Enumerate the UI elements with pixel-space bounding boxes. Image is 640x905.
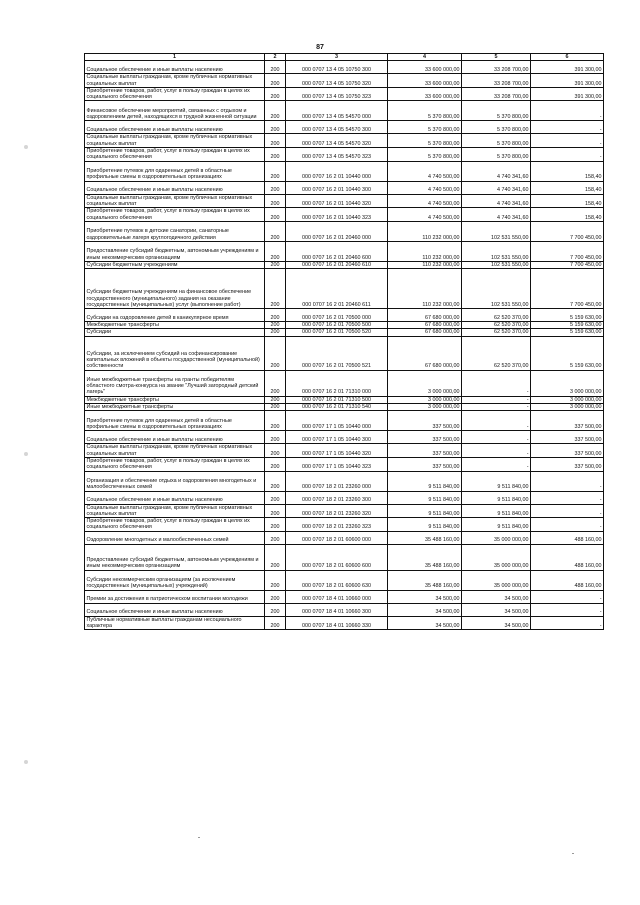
- approved-amount: 3 000 000,00: [388, 370, 462, 396]
- budget-classification-code: 000 0707 16 2 01 71310 540: [286, 404, 388, 411]
- budget-classification-code: 000 0707 18 2 01 60600 630: [286, 570, 388, 590]
- row-code: 200: [265, 148, 286, 162]
- unexecuted-amount: 7 700 450,00: [531, 221, 604, 241]
- executed-amount: 33 208 700,00: [462, 87, 531, 101]
- unexecuted-amount: 337 500,00: [531, 444, 604, 458]
- table-row: [85, 101, 604, 121]
- unexecuted-amount: 7 700 450,00: [531, 261, 604, 268]
- approved-amount: 67 680 000,00: [388, 309, 462, 322]
- executed-amount: -: [462, 444, 531, 458]
- unexecuted-amount: 158,40: [531, 181, 604, 194]
- approved-amount: 337 500,00: [388, 457, 462, 471]
- approved-amount: 5 370 800,00: [388, 134, 462, 148]
- table-row: [85, 471, 604, 491]
- budget-classification-code: 000 0707 16 2 01 71310 000: [286, 370, 388, 396]
- executed-amount: -: [462, 411, 531, 431]
- page-number: 87: [316, 44, 324, 51]
- unexecuted-amount: -: [531, 590, 604, 603]
- unexecuted-amount: -: [531, 616, 604, 630]
- unexecuted-amount: 7 700 450,00: [531, 269, 604, 309]
- budget-classification-code: 000 0707 16 2 01 10440 320: [286, 194, 388, 208]
- approved-amount: 33 600 000,00: [388, 87, 462, 101]
- approved-amount: 337 500,00: [388, 444, 462, 458]
- row-code: 200: [265, 570, 286, 590]
- row-code: 200: [265, 431, 286, 444]
- table-row: [85, 431, 604, 444]
- unexecuted-amount: 158,40: [531, 208, 604, 222]
- table-row: [85, 181, 604, 194]
- table-row: [85, 148, 604, 162]
- row-code: 200: [265, 134, 286, 148]
- row-code: 200: [265, 471, 286, 491]
- unexecuted-amount: -: [531, 471, 604, 491]
- budget-classification-code: 000 0707 16 2 01 20460 600: [286, 241, 388, 261]
- row-code: 200: [265, 181, 286, 194]
- table-row: [85, 208, 604, 222]
- row-name: Межбюджетные трансферты: [85, 396, 265, 403]
- budget-classification-code: 000 0707 17 1 05 10440 320: [286, 444, 388, 458]
- unexecuted-amount: 3 000 000,00: [531, 370, 604, 396]
- executed-amount: 35 000 000,00: [462, 570, 531, 590]
- table-row: [85, 518, 604, 532]
- executed-amount: 9 511 840,00: [462, 491, 531, 504]
- column-header-4: 4: [388, 54, 462, 61]
- executed-amount: 9 511 840,00: [462, 471, 531, 491]
- budget-classification-code: 000 0707 13 4 05 10750 300: [286, 61, 388, 74]
- budget-classification-code: 000 0707 18 4 01 10660 300: [286, 603, 388, 616]
- approved-amount: 3 000 000,00: [388, 396, 462, 403]
- unexecuted-amount: 158,40: [531, 194, 604, 208]
- budget-classification-code: 000 0707 13 4 05 10750 320: [286, 74, 388, 88]
- row-code: 200: [265, 370, 286, 396]
- budget-classification-code: 000 0707 13 4 05 54570 300: [286, 121, 388, 134]
- executed-amount: 4 740 341,60: [462, 194, 531, 208]
- unexecuted-amount: -: [531, 491, 604, 504]
- budget-classification-code: 000 0707 16 2 01 70500 000: [286, 309, 388, 322]
- budget-classification-code: 000 0707 18 4 01 10660 330: [286, 616, 388, 630]
- table-row: [85, 241, 604, 261]
- table-row: [85, 121, 604, 134]
- approved-amount: 110 232 000,00: [388, 221, 462, 241]
- approved-amount: 9 511 840,00: [388, 518, 462, 532]
- approved-amount: 33 600 000,00: [388, 61, 462, 74]
- table-row: [85, 329, 604, 336]
- table-row: [85, 309, 604, 322]
- row-name: Социальное обеспечение и иные выплаты населению: [85, 121, 265, 134]
- approved-amount: 4 740 500,00: [388, 161, 462, 181]
- row-code: 200: [265, 221, 286, 241]
- approved-amount: 5 370 800,00: [388, 121, 462, 134]
- unexecuted-amount: 488 160,00: [531, 570, 604, 590]
- row-name: Приобретение путевок для одаренных детей в областные профильные смены в оздоровительных организациях: [85, 161, 265, 181]
- budget-classification-code: 000 0707 16 2 01 10440 323: [286, 208, 388, 222]
- row-name: Социальное обеспечение и иные выплаты населению: [85, 181, 265, 194]
- unexecuted-amount: 5 159 630,00: [531, 322, 604, 329]
- unexecuted-amount: 158,40: [531, 161, 604, 181]
- row-name: Социальные выплаты гражданам, кроме публичных нормативных социальных выплат: [85, 134, 265, 148]
- row-name: Оздоровление многодетных и малообеспеченных семей: [85, 531, 265, 544]
- scan-speck: [572, 853, 574, 854]
- header-row: [85, 54, 604, 61]
- unexecuted-amount: 391 300,00: [531, 87, 604, 101]
- approved-amount: 33 600 000,00: [388, 74, 462, 88]
- budget-classification-code: 000 0707 13 4 05 10750 323: [286, 87, 388, 101]
- approved-amount: 35 488 160,00: [388, 531, 462, 544]
- executed-amount: 34 500,00: [462, 590, 531, 603]
- row-name: Социальное обеспечение и иные выплаты населению: [85, 431, 265, 444]
- punch-hole-middle: [24, 452, 28, 456]
- row-code: 200: [265, 603, 286, 616]
- row-name: Субсидии на оздоровление детей в каникулярное время: [85, 309, 265, 322]
- budget-classification-code: 000 0707 17 1 05 10440 000: [286, 411, 388, 431]
- budget-classification-code: 000 0707 16 2 01 20460 610: [286, 261, 388, 268]
- column-header-1: 1: [85, 54, 265, 61]
- row-name: Субсидии: [85, 329, 265, 336]
- row-name: Социальное обеспечение и иные выплаты населению: [85, 61, 265, 74]
- table-row: [85, 269, 604, 309]
- row-name: Предоставление субсидий бюджетным, автономным учреждениям и иным некоммерческим организациям: [85, 544, 265, 570]
- table-row: [85, 491, 604, 504]
- approved-amount: 5 370 800,00: [388, 101, 462, 121]
- row-name: Приобретение товаров, работ, услуг в пользу граждан в целях их социального обеспечения: [85, 208, 265, 222]
- approved-amount: 4 740 500,00: [388, 208, 462, 222]
- row-code: 200: [265, 457, 286, 471]
- table-row: [85, 87, 604, 101]
- budget-classification-code: 000 0707 18 2 01 23260 300: [286, 491, 388, 504]
- row-code: 200: [265, 322, 286, 329]
- executed-amount: 5 370 800,00: [462, 134, 531, 148]
- budget-classification-code: 000 0707 13 4 05 54570 000: [286, 101, 388, 121]
- executed-amount: 4 740 341,60: [462, 181, 531, 194]
- row-code: 200: [265, 161, 286, 181]
- row-code: 200: [265, 616, 286, 630]
- row-code: 200: [265, 531, 286, 544]
- row-code: 200: [265, 396, 286, 403]
- approved-amount: 110 232 000,00: [388, 261, 462, 268]
- approved-amount: 9 511 840,00: [388, 491, 462, 504]
- row-code: 200: [265, 444, 286, 458]
- budget-classification-code: 000 0707 13 4 05 54570 323: [286, 148, 388, 162]
- approved-amount: 9 511 840,00: [388, 471, 462, 491]
- row-name: Приобретение товаров, работ, услуг в пользу граждан в целях их социального обеспечения: [85, 518, 265, 532]
- row-name: Премии за достижения в патриотическом воспитании молодежи: [85, 590, 265, 603]
- row-name: Приобретение путевок для одаренных детей в областные профильные смены в оздоровительных организациях: [85, 411, 265, 431]
- row-name: Субсидии некоммерческим организациям (за исключением государственных (муниципальных) учреждений): [85, 570, 265, 590]
- table-row: [85, 396, 604, 403]
- punch-hole-bottom: [24, 760, 28, 764]
- approved-amount: 4 740 500,00: [388, 194, 462, 208]
- row-name: Иные межбюджетные трансферты: [85, 404, 265, 411]
- approved-amount: 35 488 160,00: [388, 544, 462, 570]
- approved-amount: 35 488 160,00: [388, 570, 462, 590]
- table-row: [85, 603, 604, 616]
- budget-classification-code: 000 0707 18 2 01 60600 000: [286, 531, 388, 544]
- scan-speck: [198, 837, 200, 838]
- row-code: 200: [265, 411, 286, 431]
- row-code: 200: [265, 61, 286, 74]
- row-code: 200: [265, 74, 286, 88]
- table-row: [85, 134, 604, 148]
- executed-amount: -: [462, 370, 531, 396]
- unexecuted-amount: -: [531, 603, 604, 616]
- column-header-5: 5: [462, 54, 531, 61]
- approved-amount: 67 680 000,00: [388, 322, 462, 329]
- budget-classification-code: 000 0707 16 2 01 70500 521: [286, 336, 388, 370]
- table-row: [85, 74, 604, 88]
- budget-classification-code: 000 0707 18 2 01 60600 600: [286, 544, 388, 570]
- row-code: 200: [265, 87, 286, 101]
- budget-execution-table: [84, 53, 604, 630]
- table-row: [85, 261, 604, 268]
- executed-amount: 62 520 370,00: [462, 322, 531, 329]
- executed-amount: 4 740 341,60: [462, 161, 531, 181]
- approved-amount: 67 680 000,00: [388, 336, 462, 370]
- row-name: Финансовое обеспечение мероприятий, связанных с отдыхом и оздоровлением детей, находящихся в трудной жизненной ситуации: [85, 101, 265, 121]
- approved-amount: 337 500,00: [388, 431, 462, 444]
- executed-amount: 9 511 840,00: [462, 504, 531, 518]
- row-code: 200: [265, 590, 286, 603]
- executed-amount: 102 531 550,00: [462, 269, 531, 309]
- table-row: [85, 504, 604, 518]
- executed-amount: 5 370 800,00: [462, 121, 531, 134]
- unexecuted-amount: 337 500,00: [531, 411, 604, 431]
- executed-amount: 34 500,00: [462, 616, 531, 630]
- row-name: Социальные выплаты гражданам, кроме публичных нормативных социальных выплат: [85, 444, 265, 458]
- table-row: [85, 194, 604, 208]
- budget-classification-code: 000 0707 17 1 05 10440 300: [286, 431, 388, 444]
- unexecuted-amount: -: [531, 121, 604, 134]
- table-row: [85, 221, 604, 241]
- executed-amount: 9 511 840,00: [462, 518, 531, 532]
- row-name: Приобретение товаров, работ, услуг в пользу граждан в целях их социального обеспечения: [85, 148, 265, 162]
- table-row: [85, 322, 604, 329]
- table-row: [85, 531, 604, 544]
- row-code: 200: [265, 504, 286, 518]
- executed-amount: 62 520 370,00: [462, 336, 531, 370]
- table-row: [85, 370, 604, 396]
- table-row: [85, 616, 604, 630]
- row-code: 200: [265, 404, 286, 411]
- table-row: [85, 590, 604, 603]
- row-name: Социальное обеспечение и иные выплаты населению: [85, 491, 265, 504]
- row-name: Приобретение путевок в детские санатории, санаторные оздоровительные лагеря круглогодичного действия: [85, 221, 265, 241]
- row-name: Приобретение товаров, работ, услуг в пользу граждан в целях их социального обеспечения: [85, 87, 265, 101]
- row-code: 200: [265, 194, 286, 208]
- budget-classification-code: 000 0707 16 2 01 70500 520: [286, 329, 388, 336]
- approved-amount: 110 232 000,00: [388, 269, 462, 309]
- unexecuted-amount: 3 000 000,00: [531, 404, 604, 411]
- row-name: Социальные выплаты гражданам, кроме публичных нормативных социальных выплат: [85, 74, 265, 88]
- row-code: 200: [265, 491, 286, 504]
- row-name: Организация и обеспечение отдыха и оздоровления многодетных и малообеспеченных семей: [85, 471, 265, 491]
- approved-amount: 34 500,00: [388, 616, 462, 630]
- row-name: Социальные выплаты гражданам, кроме публичных нормативных социальных выплат: [85, 504, 265, 518]
- unexecuted-amount: 391 300,00: [531, 74, 604, 88]
- executed-amount: 5 370 800,00: [462, 101, 531, 121]
- column-header-6: 6: [531, 54, 604, 61]
- row-code: 200: [265, 336, 286, 370]
- budget-classification-code: 000 0707 16 2 01 10440 300: [286, 181, 388, 194]
- row-code: 200: [265, 208, 286, 222]
- executed-amount: 102 531 550,00: [462, 261, 531, 268]
- table-row: [85, 444, 604, 458]
- row-name: Социальные выплаты гражданам, кроме публичных нормативных социальных выплат: [85, 194, 265, 208]
- table-row: [85, 336, 604, 370]
- unexecuted-amount: 3 000 000,00: [531, 396, 604, 403]
- unexecuted-amount: 5 159 630,00: [531, 309, 604, 322]
- row-code: 200: [265, 241, 286, 261]
- executed-amount: 33 208 700,00: [462, 74, 531, 88]
- budget-classification-code: 000 0707 18 2 01 23260 320: [286, 504, 388, 518]
- approved-amount: 110 232 000,00: [388, 241, 462, 261]
- executed-amount: 33 208 700,00: [462, 61, 531, 74]
- row-code: 200: [265, 269, 286, 309]
- row-name: Публичные нормативные выплаты гражданам несоциального характера: [85, 616, 265, 630]
- table-row: [85, 544, 604, 570]
- executed-amount: 4 740 341,60: [462, 208, 531, 222]
- row-name: Межбюджетные трансферты: [85, 322, 265, 329]
- unexecuted-amount: 7 700 450,00: [531, 241, 604, 261]
- executed-amount: 62 520 370,00: [462, 309, 531, 322]
- approved-amount: 67 680 000,00: [388, 329, 462, 336]
- row-name: Субсидии бюджетным учреждениям на финансовое обеспечение государственного (муниципального) задания на оказание государственных (муниципальных) услуг (выполнение работ): [85, 269, 265, 309]
- row-code: 200: [265, 261, 286, 268]
- approved-amount: 5 370 800,00: [388, 148, 462, 162]
- table-row: [85, 570, 604, 590]
- budget-classification-code: 000 0707 16 2 01 20460 611: [286, 269, 388, 309]
- table-body: [85, 54, 604, 630]
- executed-amount: 102 531 550,00: [462, 221, 531, 241]
- approved-amount: 3 000 000,00: [388, 404, 462, 411]
- table-row: [85, 404, 604, 411]
- unexecuted-amount: 5 159 630,00: [531, 329, 604, 336]
- executed-amount: -: [462, 396, 531, 403]
- unexecuted-amount: 337 500,00: [531, 431, 604, 444]
- unexecuted-amount: 488 160,00: [531, 544, 604, 570]
- unexecuted-amount: 391 300,00: [531, 61, 604, 74]
- row-code: 200: [265, 518, 286, 532]
- approved-amount: 34 500,00: [388, 590, 462, 603]
- unexecuted-amount: -: [531, 148, 604, 162]
- unexecuted-amount: -: [531, 101, 604, 121]
- approved-amount: 34 500,00: [388, 603, 462, 616]
- executed-amount: 34 500,00: [462, 603, 531, 616]
- punch-hole-top: [24, 145, 28, 149]
- row-code: 200: [265, 544, 286, 570]
- row-code: 200: [265, 101, 286, 121]
- row-name: Субсидии, за исключением субсидий на софинансирование капитальных вложений в объекты государственной (муниципальной) собственности: [85, 336, 265, 370]
- budget-classification-code: 000 0707 13 4 05 54570 320: [286, 134, 388, 148]
- row-name: Социальное обеспечение и иные выплаты населению: [85, 603, 265, 616]
- row-name: Иные межбюджетные трансферты на гранты победителям областного смотра-конкурса на звание "Лучший загородный детский лагерь": [85, 370, 265, 396]
- executed-amount: 5 370 800,00: [462, 148, 531, 162]
- row-code: 200: [265, 329, 286, 336]
- table-row: [85, 61, 604, 74]
- table-row: [85, 411, 604, 431]
- row-name: Предоставление субсидий бюджетным, автономным учреждениям и иным некоммерческим организациям: [85, 241, 265, 261]
- executed-amount: 102 531 550,00: [462, 241, 531, 261]
- approved-amount: 9 511 840,00: [388, 504, 462, 518]
- budget-classification-code: 000 0707 16 2 01 10440 000: [286, 161, 388, 181]
- unexecuted-amount: 337 500,00: [531, 457, 604, 471]
- row-code: 200: [265, 309, 286, 322]
- unexecuted-amount: 488 160,00: [531, 531, 604, 544]
- approved-amount: 4 740 500,00: [388, 181, 462, 194]
- unexecuted-amount: -: [531, 134, 604, 148]
- row-name: Приобретение товаров, работ, услуг в пользу граждан в целях их социального обеспечения: [85, 457, 265, 471]
- approved-amount: 337 500,00: [388, 411, 462, 431]
- row-code: 200: [265, 121, 286, 134]
- budget-classification-code: 000 0707 16 2 01 71310 500: [286, 396, 388, 403]
- budget-classification-code: 000 0707 18 4 01 10660 000: [286, 590, 388, 603]
- unexecuted-amount: 5 159 630,00: [531, 336, 604, 370]
- executed-amount: 62 520 370,00: [462, 329, 531, 336]
- unexecuted-amount: -: [531, 518, 604, 532]
- unexecuted-amount: -: [531, 504, 604, 518]
- executed-amount: 35 000 000,00: [462, 531, 531, 544]
- executed-amount: -: [462, 457, 531, 471]
- executed-amount: -: [462, 431, 531, 444]
- column-header-2: 2: [265, 54, 286, 61]
- row-name: Субсидии бюджетным учреждениям: [85, 261, 265, 268]
- executed-amount: 35 000 000,00: [462, 544, 531, 570]
- column-header-3: 3: [286, 54, 388, 61]
- table-row: [85, 161, 604, 181]
- budget-classification-code: 000 0707 16 2 01 70500 500: [286, 322, 388, 329]
- budget-classification-code: 000 0707 18 2 01 23260 323: [286, 518, 388, 532]
- table-row: [85, 457, 604, 471]
- budget-classification-code: 000 0707 18 2 01 23260 000: [286, 471, 388, 491]
- budget-classification-code: 000 0707 16 2 01 20460 000: [286, 221, 388, 241]
- budget-classification-code: 000 0707 17 1 05 10440 323: [286, 457, 388, 471]
- executed-amount: -: [462, 404, 531, 411]
